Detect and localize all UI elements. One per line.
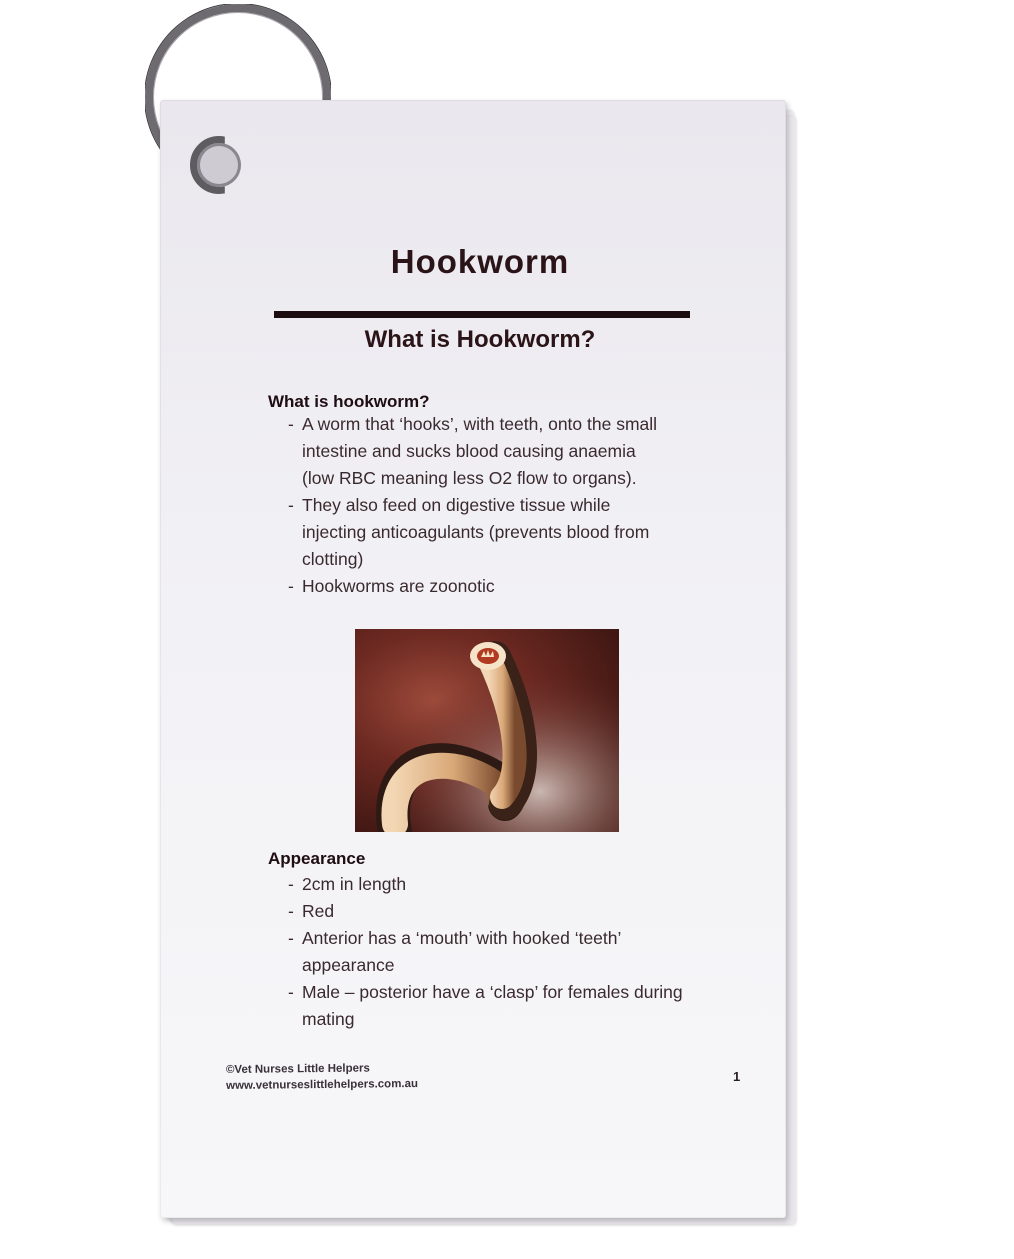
hookworm-illustration bbox=[355, 629, 619, 832]
list-item: - A worm that ‘hooks’, with teeth, onto the small intestine and sucks blood causing anaemia (low RBC meaning less O2 flow to organs). bbox=[286, 411, 666, 492]
card-title: Hookworm bbox=[390, 243, 570, 280]
footer-url: www.vetnurseslittlehelpers.com.au bbox=[226, 1077, 419, 1093]
list-item: - 2cm in length bbox=[286, 871, 686, 898]
section-heading-appearance: Appearance bbox=[268, 849, 366, 868]
list-item: - Anterior has a ‘mouth’ with hooked ‘teeth’ appearance bbox=[286, 925, 686, 979]
footer-copyright: ©Vet Nurses Little Helpers bbox=[225, 1062, 370, 1077]
card-footer bbox=[226, 1060, 418, 1094]
appearance-list bbox=[286, 871, 686, 1033]
hookworm-photo bbox=[355, 629, 619, 832]
list-item: - Hookworms are zoonotic bbox=[286, 573, 666, 600]
section-heading-what-is: What is hookworm? bbox=[268, 392, 430, 411]
what-is-list bbox=[286, 411, 666, 600]
list-item: - Red bbox=[286, 898, 686, 925]
list-item: - They also feed on digestive tissue while injecting anticoagulants (prevents blood from clotting) bbox=[286, 492, 666, 573]
card-subtitle: What is Hookworm? bbox=[364, 326, 596, 353]
title-divider bbox=[274, 311, 690, 318]
page-number: 1 bbox=[733, 1069, 741, 1084]
list-item: - Male – posterior have a ‘clasp’ for females during mating bbox=[286, 979, 686, 1033]
